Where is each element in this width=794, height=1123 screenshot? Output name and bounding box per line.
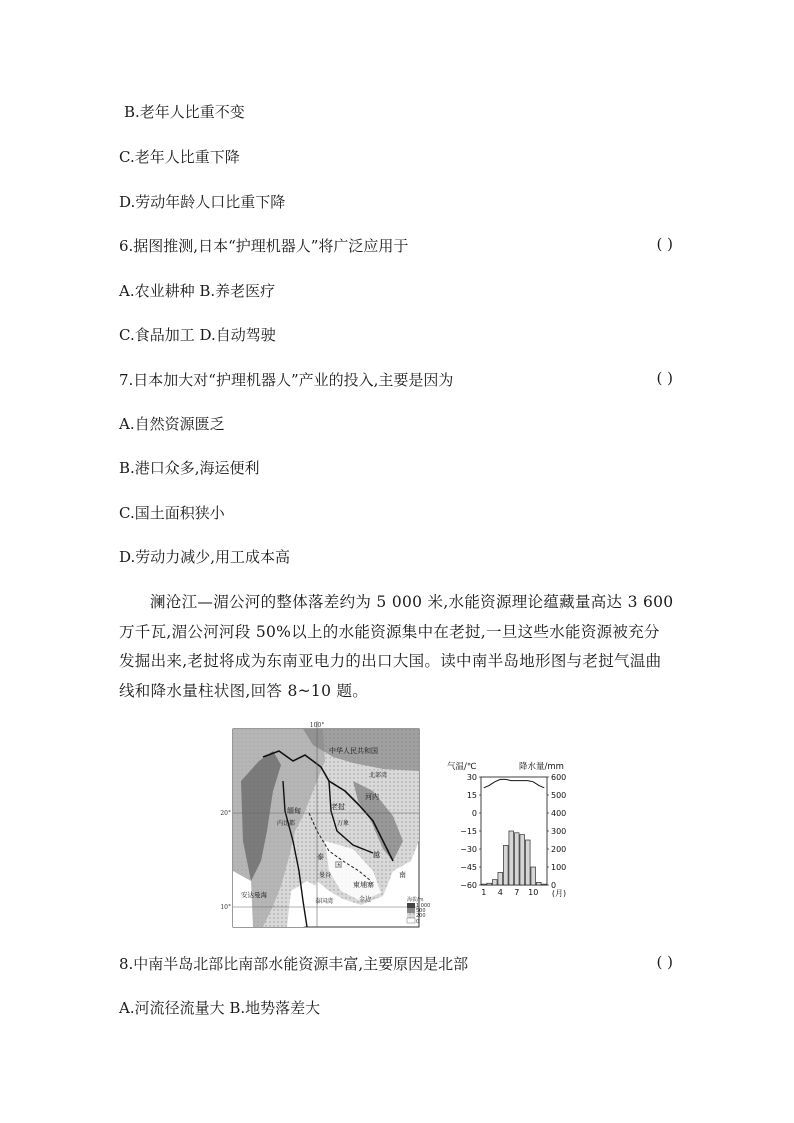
label-thailand: 国 xyxy=(335,861,342,869)
right-tick-label: 200 xyxy=(551,845,567,854)
terrain-map xyxy=(220,721,431,929)
question-8 xyxy=(119,953,673,974)
label-vietnam: 越 xyxy=(373,851,380,859)
left-tick-label: −45 xyxy=(460,863,477,872)
label-myanmar: 缅甸 xyxy=(287,807,301,815)
right-tick-label: 500 xyxy=(551,791,567,800)
latitude-label: 10° xyxy=(220,904,231,911)
label-bangkok: 曼谷 xyxy=(319,872,332,879)
left-tick-label: −30 xyxy=(460,845,477,854)
precip-bar xyxy=(498,872,503,885)
legend-item: 1 000 xyxy=(416,903,431,909)
left-tick-label: −15 xyxy=(460,827,477,836)
question-6-stem: 6.据图推测,日本“护理机器人”将广泛应用于 xyxy=(119,237,409,255)
temperature-line xyxy=(484,779,545,787)
elevation-legend xyxy=(407,896,430,925)
precip-bar xyxy=(525,840,530,885)
question-8-option-ab: A.河流径流量大 B.地势落差大 xyxy=(119,999,321,1017)
question-6 xyxy=(119,235,673,256)
precip-bar xyxy=(481,884,486,885)
label-china: 中华人民共和国 xyxy=(329,747,378,755)
label-andaman-sea: 安达曼海 xyxy=(241,891,267,899)
option-b-prev: B.老年人比重不变 xyxy=(124,103,245,121)
precip-bar xyxy=(520,835,525,885)
legend-item: 500 xyxy=(416,908,426,914)
question-7-option-a: A.自然资源匮乏 xyxy=(119,415,225,433)
question-6-option-ab: A.农业耕种 B.养老医疗 xyxy=(119,282,276,300)
left-tick-label: 15 xyxy=(466,791,477,800)
right-tick-label: 300 xyxy=(551,827,567,836)
climate-chart xyxy=(445,759,585,907)
latitude-label: 20° xyxy=(220,810,231,817)
option-c-prev: C.老年人比重下降 xyxy=(119,148,240,166)
answer-blank: ( ) xyxy=(656,953,673,971)
precip-bar xyxy=(509,831,514,885)
question-8-stem: 8.中南半岛北部比南部水能资源丰富,主要原因是北部 xyxy=(119,955,469,973)
x-tick-label: 7 xyxy=(514,888,520,897)
x-tick-label: 10 xyxy=(528,888,539,897)
x-axis-title: (月) xyxy=(551,889,567,898)
right-axis-title: 降水量/mm xyxy=(519,762,564,772)
question-7 xyxy=(119,369,673,390)
answer-blank: ( ) xyxy=(656,369,673,387)
right-tick-label: 0 xyxy=(551,881,557,890)
precip-bar xyxy=(492,880,497,885)
question-7-option-b: B.港口众多,海运便利 xyxy=(119,459,260,477)
left-tick-label: −60 xyxy=(460,881,477,890)
right-tick-label: 400 xyxy=(551,809,567,818)
legend-title: 海拔/m xyxy=(407,897,424,903)
left-axis-title: 气温/℃ xyxy=(447,762,477,772)
precip-bar xyxy=(514,833,519,885)
question-7-stem: 7.日本加大对“护理机器人”产业的投入,主要是因为 xyxy=(119,371,454,389)
precip-bar xyxy=(536,882,541,885)
plot-frame xyxy=(481,777,547,885)
label-gulf-of-thailand: 泰国湾 xyxy=(315,898,334,905)
x-tick-label: 4 xyxy=(497,888,503,897)
precip-bar xyxy=(487,883,492,885)
label-beibu-gulf: 北部湾 xyxy=(369,772,388,779)
left-tick-label: 30 xyxy=(466,773,477,782)
label-cambodia: 柬埔寨 xyxy=(353,881,374,889)
precip-bar xyxy=(542,884,547,885)
question-7-option-d: D.劳动力减少,用工成本高 xyxy=(119,548,291,566)
right-tick-label: 600 xyxy=(551,773,567,782)
left-tick-label: 0 xyxy=(471,809,477,818)
label-naypyidaw: 内比都 xyxy=(277,820,296,827)
reading-passage: 澜沧江—湄公河的整体落差约为 5 000 米,水能资源理论蕴藏量高达 3 600 万千瓦,湄公河河段 50%以上的水能资源集中在老挝,一旦这些水能资源被充分发掘出来,老挝将成为东南亚电力的出口大国。读中南半岛地形图与老挝气温曲线和降水量柱状图,回答 8~10 题。 xyxy=(119,593,674,700)
label-phnom-penh: 金边 xyxy=(359,896,372,903)
label-vientiane: 万象 xyxy=(337,820,350,827)
precip-bar xyxy=(503,845,508,885)
question-7-option-c: C.国土面积狭小 xyxy=(119,504,225,522)
label-vietnam: 南 xyxy=(399,871,406,879)
question-6-option-cd: C.食品加工 D.自动驾驶 xyxy=(119,326,276,344)
answer-blank: ( ) xyxy=(656,235,673,253)
right-tick-label: 100 xyxy=(551,863,567,872)
label-hanoi: 河内 xyxy=(365,793,379,801)
precip-bar xyxy=(531,867,536,885)
label-laos: 老挝 xyxy=(331,803,345,811)
x-tick-label: 1 xyxy=(481,888,487,897)
label-thailand: 泰 xyxy=(317,853,324,861)
legend-item: 200 xyxy=(416,913,426,919)
legend-item: 0 xyxy=(416,919,420,925)
option-d-prev: D.劳动年龄人口比重下降 xyxy=(119,193,286,211)
longitude-label: 100° xyxy=(309,722,325,729)
